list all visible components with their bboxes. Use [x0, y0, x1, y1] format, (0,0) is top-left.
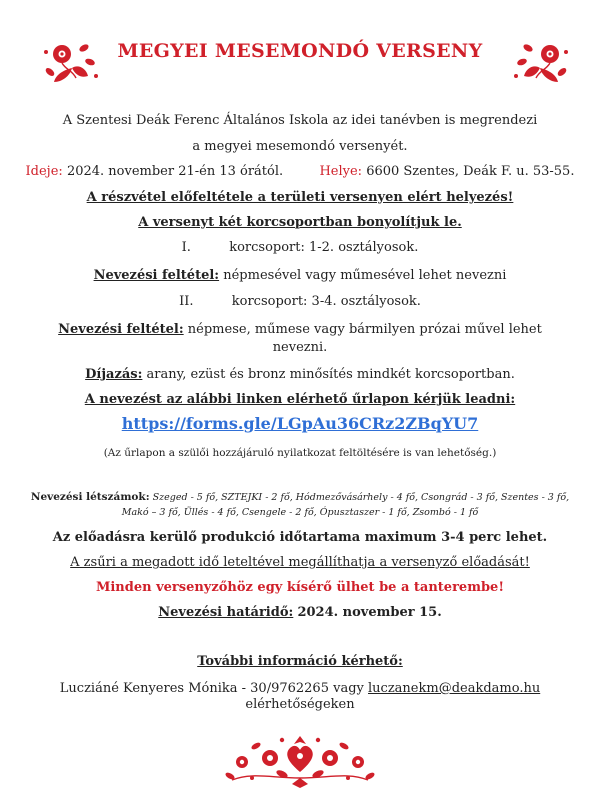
more-info-heading: További információ kérhető:: [197, 654, 403, 669]
age-group-2: [0, 294, 600, 310]
contact-line: [0, 681, 600, 697]
prize-label: Díjazás:: [85, 367, 143, 382]
age-group-1-numeral: I.: [181, 240, 191, 255]
age-group-2-numeral: II.: [179, 294, 194, 309]
entry-condition-2-label: Nevezési feltétel:: [58, 322, 184, 337]
folk-heart-flower-border-icon: [222, 728, 378, 790]
entry-condition-2-text: népmese, műmese vagy bármilyen prózai művel lehet: [187, 322, 542, 337]
contact-suffix: elérhetőségeken: [245, 697, 355, 712]
deadline-label: Nevezési határidő:: [158, 605, 294, 620]
date-value: 2024. november 21-én 13 órától.: [66, 164, 284, 179]
date-label: Ideje:: [25, 164, 63, 179]
prize-line: [0, 367, 600, 383]
prize-text: arany, ezüst és bronz minősítés mindkét korcsoportban.: [146, 367, 515, 382]
entry-condition-2-continued: nevezni.: [272, 340, 328, 355]
entry-quotas: [0, 489, 600, 506]
form-link-row: [0, 416, 600, 434]
intro-line-2: a megyei mesemondó versenyét.: [192, 139, 408, 154]
age-groups-heading: A versenyt két korcsoportban bonyolítjuk le.: [138, 215, 462, 230]
page-title: MEGYEI MESEMONDÓ VERSENY: [117, 40, 483, 62]
date-location-line: [0, 164, 600, 180]
age-group-1-text: korcsoport: 1-2. osztályosok.: [229, 240, 419, 255]
entry-quotas-line-1: Szeged - 5 fő, SZTEJKI - 2 fő, Hódmezővásárhely - 4 fő, Csongrád - 3 fő, Szentes - 3 fő,: [152, 492, 570, 503]
deadline-line: [0, 605, 600, 621]
entry-condition-1-label: Nevezési feltétel:: [93, 268, 220, 283]
form-link[interactable]: https://forms.gle/LGpAu36CRz2ZBqYU7: [121, 414, 479, 433]
age-group-2-text: korcsoport: 3-4. osztályosok.: [231, 294, 421, 309]
deadline-value: 2024. november 15.: [297, 605, 442, 620]
entry-quotas-line-2: [0, 505, 600, 521]
companion-notice: Minden versenyzőhöz egy kísérő ülhet be a tanterembe!: [95, 580, 505, 595]
entry-condition-1-text: népmesével vagy műmesével lehet nevezni: [223, 268, 507, 283]
entry-condition-1: [0, 268, 600, 284]
entry-quotas-line-2-text: Makó – 3 fő, Üllés - 4 fő, Csengele - 2 fő, Ópusztaszer - 1 fő, Zsombó - 1 fő: [121, 507, 479, 518]
form-note: (Az űrlapon a szülői hozzájáruló nyilatkozat feltöltésére is van lehetőség.): [103, 447, 497, 459]
intro-line-1: A Szentesi Deák Ferenc Általános Iskola az idei tanévben is megrendezi: [62, 113, 538, 128]
contact-text: Lucziáné Kenyeres Mónika - 30/9762265 vagy: [59, 681, 364, 696]
location-label: Helye:: [319, 164, 363, 179]
contact-email-link[interactable]: luczanekm@deakdamo.hu: [368, 681, 541, 696]
location-value: 6600 Szentes, Deák F. u. 53-55.: [366, 164, 575, 179]
entry-condition-2: [0, 322, 600, 338]
age-group-1: [0, 240, 600, 256]
application-note: A nevezést az alábbi linken elérhető űrlapon kérjük leadni:: [84, 392, 516, 407]
entry-quotas-label: Nevezési létszámok:: [30, 491, 150, 503]
jury-notice: A zsűri a megadott idő leteltével megállíthatja a versenyző előadását!: [70, 555, 530, 570]
duration-notice: Az előadásra kerülő produkció időtartama maximum 3-4 perc lehet.: [52, 530, 548, 545]
prerequisite-notice: A részvétel előfeltétele a területi versenyen elért helyezés!: [86, 190, 514, 205]
